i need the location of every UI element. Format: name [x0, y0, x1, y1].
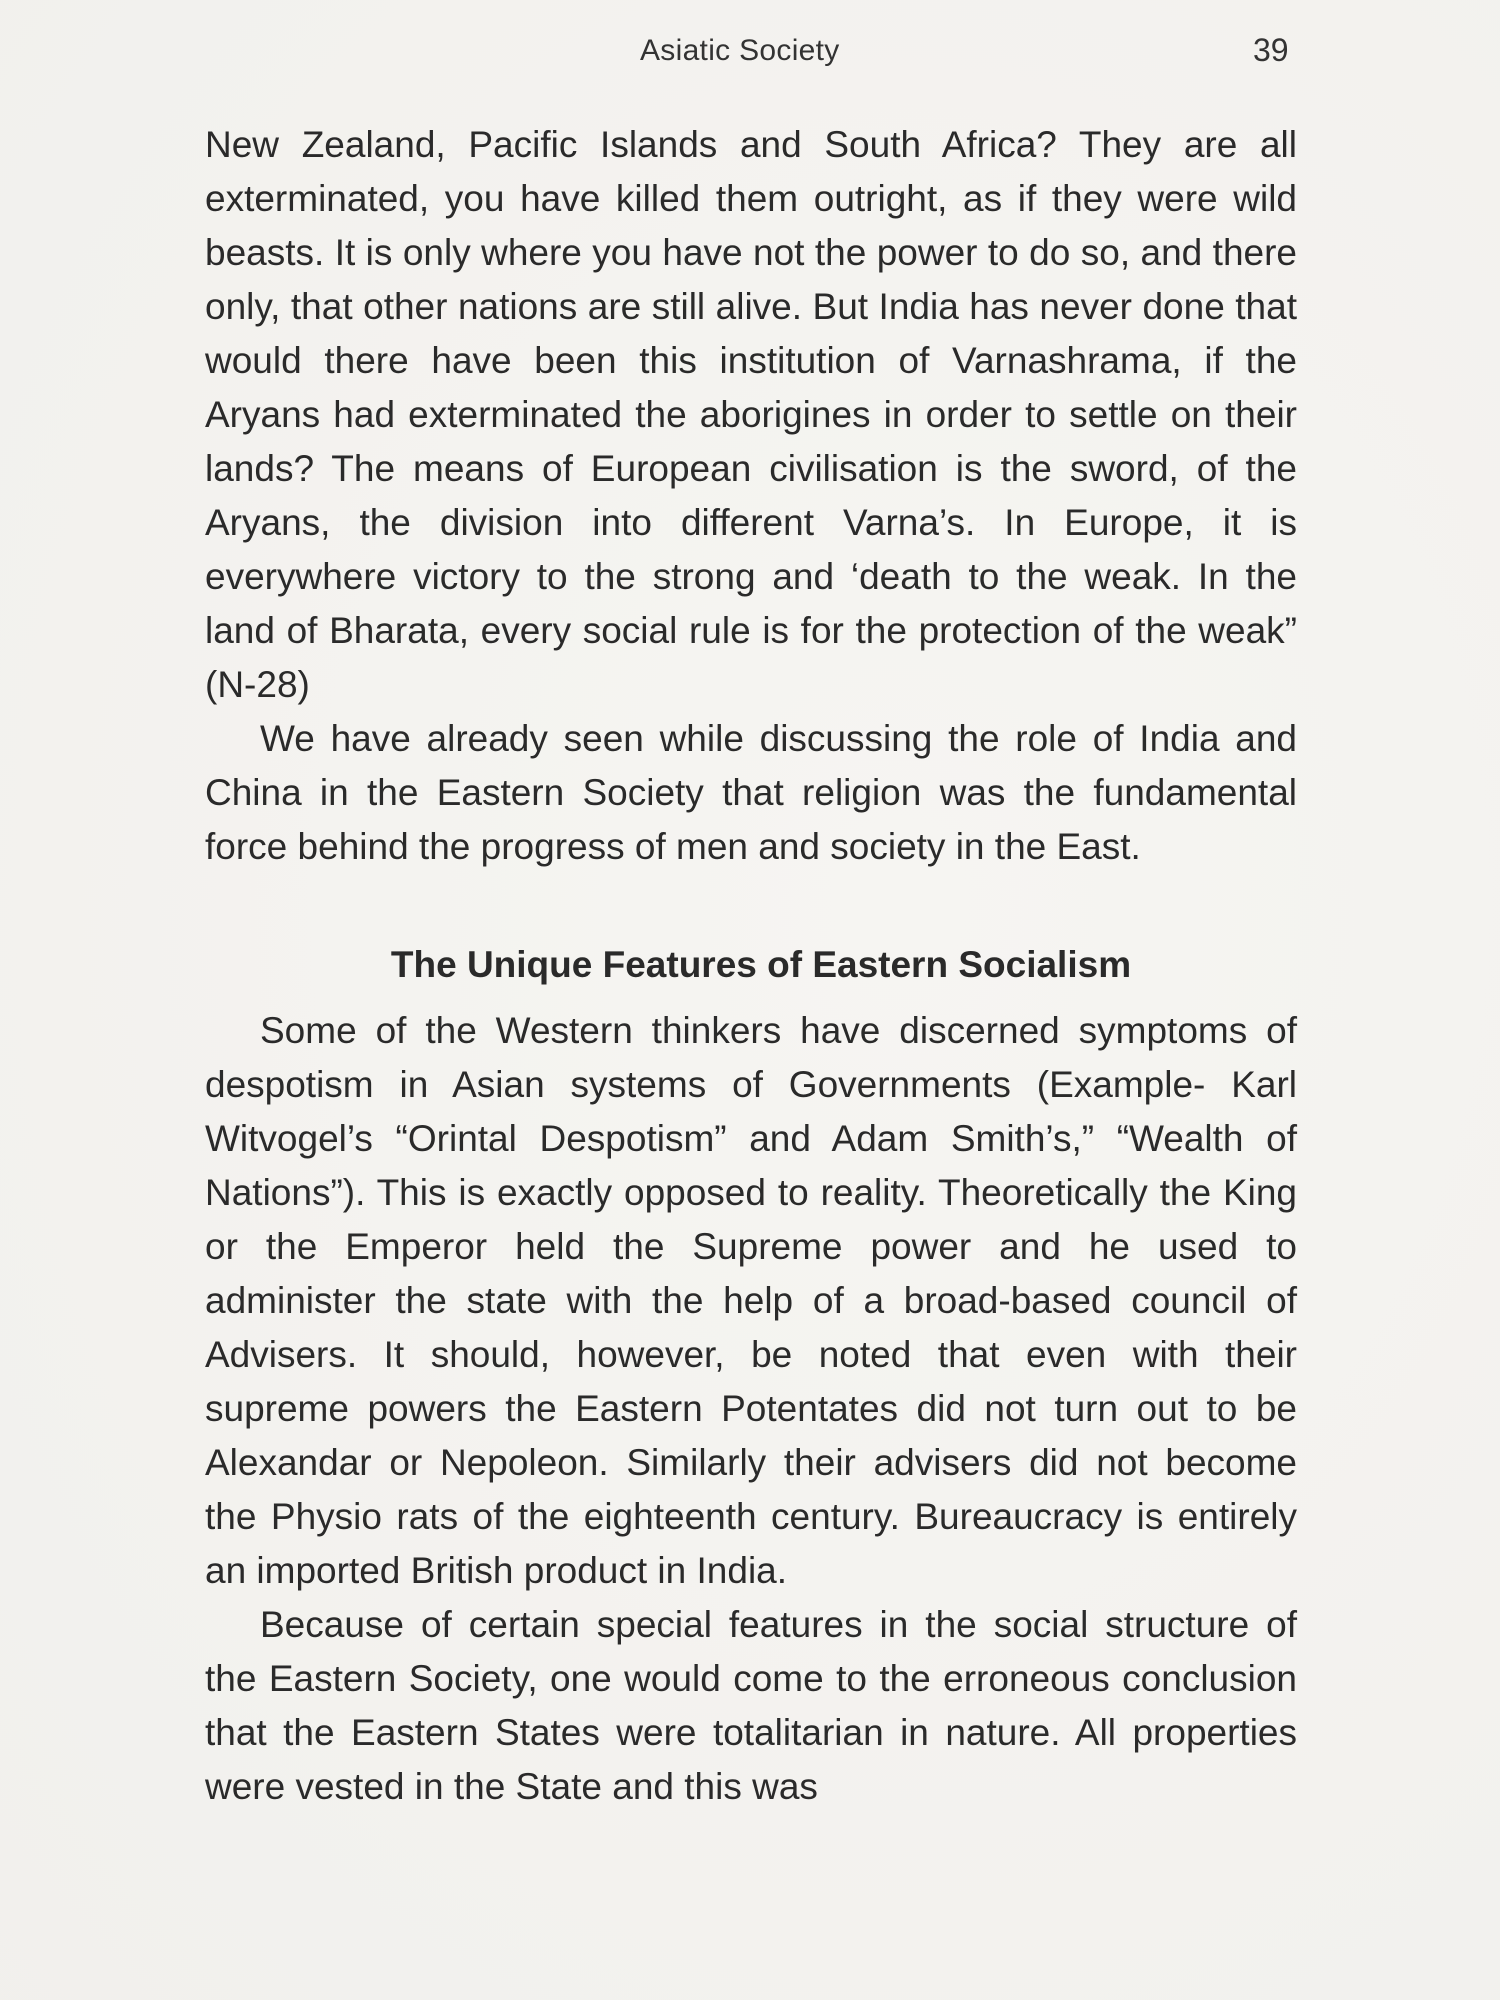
paragraph-despotism: Some of the Western thinkers have discerned symptoms of despotism in Asian systems of Governments (Example- Karl Witvogel’s “Orintal Despotism” and Adam Smith’s,” “Wealth of Nations”). This is exactly opposed to reality. Theoretically the King or the Emperor held the Supreme power and he used to administer the state with the help of a broad-based council of Advisers. It should, however, be noted that even with their supreme powers the Eastern Potentates did not turn out to be Alexandar or Nepoleon. Similarly their advisers did not become the Physio rats of the eighteenth century. Bureaucracy is entirely an imported British product in India. [205, 1010, 1297, 1591]
paragraph-social-structure: Because of certain special features in the social structure of the Eastern Society, one would come to the erroneous conclusion that the Eastern States were totalitarian in nature. All properties were vested in the State and this was [205, 1604, 1297, 1807]
body-text [205, 118, 1297, 1814]
section-heading: The Unique Features of Eastern Socialism [390, 944, 1132, 985]
running-header [0, 32, 1500, 72]
paragraph-continued: New Zealand, Pacific Islands and South Africa? They are all exterminated, you have killed them outright, as if they were wild beasts. It is only where you have not the power to do so, and there only, that other nations are still alive. But India has never done that would there have been this institution of Varnashrama, if the Aryans had exterminated the aborigines in order to settle on their lands? The means of European civilisation is the sword, of the Aryans, the division into different Varna’s. In Europe, it is everywhere victory to the strong and ‘death to the weak. In the land of Bharata, every social rule is for the protection of the weak” (N-28) [205, 124, 1297, 705]
page-number: 39 [1253, 32, 1289, 68]
paragraph-religion: We have already seen while discussing the role of India and China in the Eastern Society that religion was the fundamental force behind the progress of men and society in the East. [205, 718, 1297, 867]
running-title: Asiatic Society [640, 34, 840, 67]
